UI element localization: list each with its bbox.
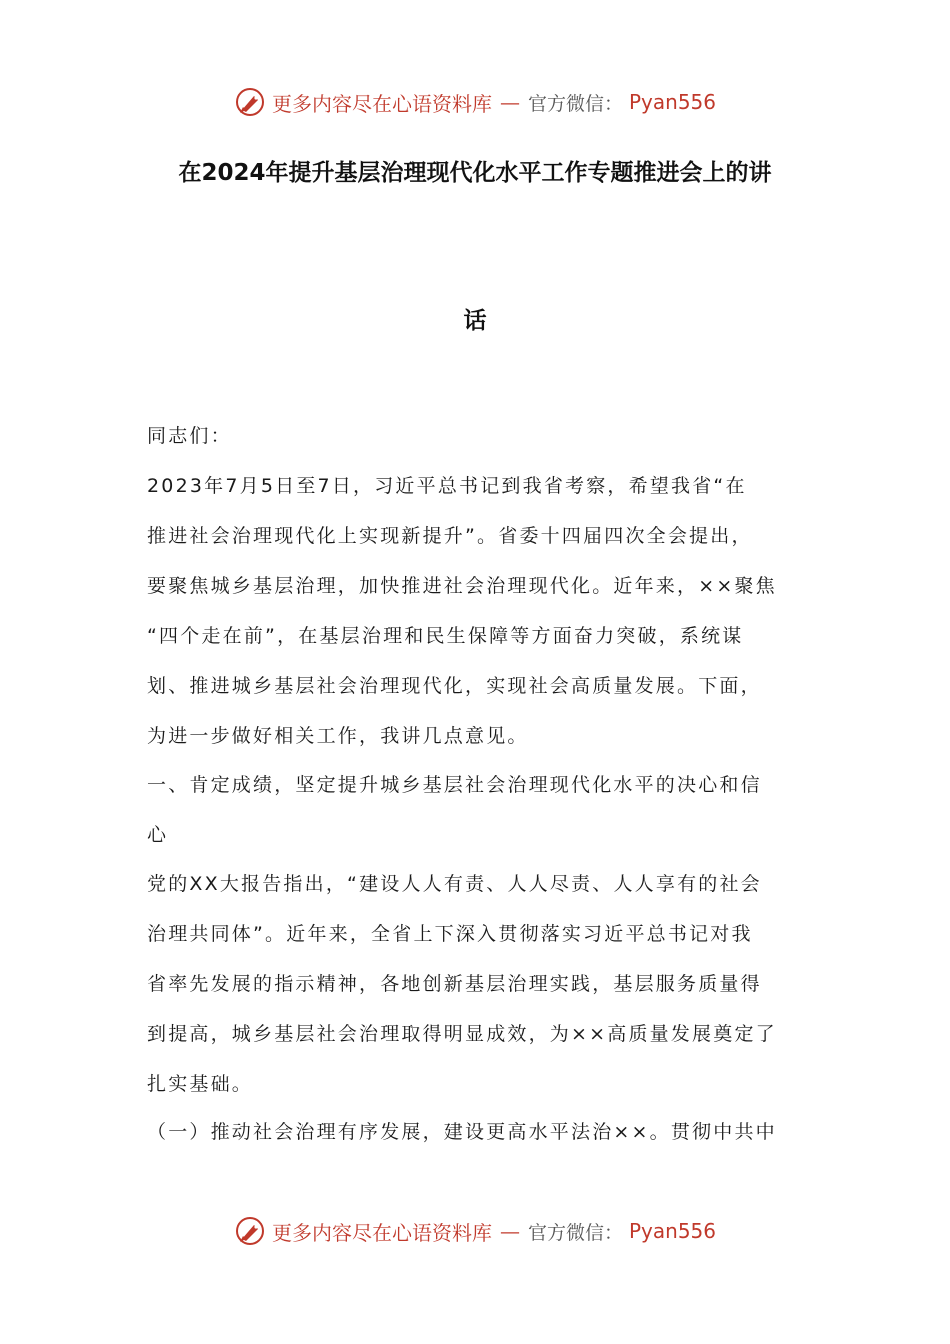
paragraph-line: 为进一步做好相关工作，我讲几点意见。	[147, 725, 529, 747]
banner-wechat-label: 官方微信：	[527, 1221, 623, 1244]
banner-slogan: 更多内容尽在心语资料库	[271, 91, 492, 116]
banner-wechat-label: 官方微信：	[527, 92, 623, 115]
paragraph-line: 推进社会治理现代化上实现新提升”。省委十四届四次全会提出，	[147, 525, 753, 547]
paragraph-line: 省率先发展的指示精神，各地创新基层治理实践，基层服务质量得	[147, 973, 762, 995]
paragraph-line: 划、推进城乡基层社会治理现代化，实现社会高质量发展。下面，	[147, 675, 762, 697]
pen-nib-logo-icon	[234, 1215, 266, 1247]
banner-dash: —	[499, 1219, 520, 1243]
paragraph-line: 2023年7月5日至7日，习近平总书记到我省考察，希望我省“在	[147, 475, 747, 497]
banner-dash: —	[499, 90, 520, 114]
banner-wechat-account: Pyan556	[629, 1219, 717, 1243]
paragraph-line: 扎实基础。	[147, 1073, 254, 1095]
document-title-line-2: 话	[463, 308, 487, 334]
salutation: 同志们：	[147, 425, 232, 447]
paragraph-line: 治理共同体”。近年来，全省上下深入贯彻落实习近平总书记对我	[147, 923, 753, 945]
header-banner	[0, 82, 950, 122]
pen-nib-logo-icon	[234, 86, 266, 118]
paragraph-line: 党的XX大报告指出，“建设人人有责、人人尽责、人人享有的社会	[147, 873, 762, 895]
banner-slogan: 更多内容尽在心语资料库	[271, 1220, 492, 1245]
section-heading-line: 心	[147, 824, 169, 846]
subsection-heading-line: （一）推动社会治理有序发展，建设更高水平法治××。贯彻中共中	[147, 1121, 777, 1143]
paragraph-line: 要聚焦城乡基层治理，加快推进社会治理现代化。近年来，××聚焦	[147, 575, 777, 597]
banner-wechat-account: Pyan556	[629, 90, 717, 114]
paragraph-line: 到提高，城乡基层社会治理取得明显成效，为××高质量发展奠定了	[147, 1023, 777, 1045]
footer-banner	[0, 1211, 950, 1251]
section-heading-line: 一、肯定成绩，坚定提升城乡基层社会治理现代化水平的决心和信	[147, 774, 762, 796]
paragraph-line: “四个走在前”，在基层治理和民生保障等方面奋力突破，系统谋	[147, 625, 744, 647]
document-title-line-1: 在2024年提升基层治理现代化水平工作专题推进会上的讲	[178, 160, 772, 186]
